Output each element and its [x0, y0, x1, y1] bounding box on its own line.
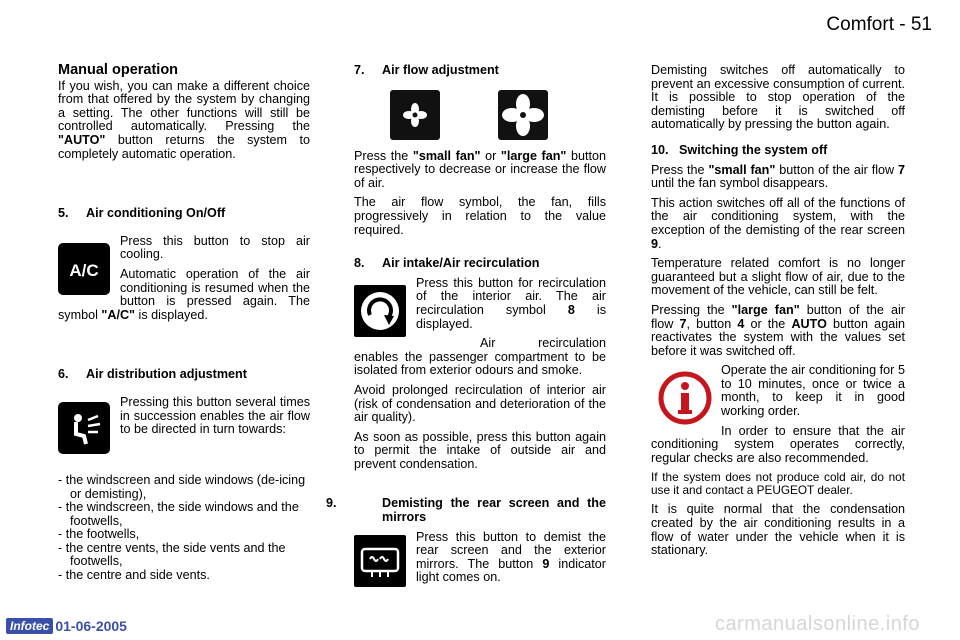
- fan-icons-row: [390, 90, 606, 140]
- list-item: - the windscreen, the side windows and the footwells,: [58, 500, 299, 528]
- s5-p2: Automatic operation of the air conditioning is resumed when the button is pressed again. The symbol "A/C" is displayed.: [58, 266, 310, 322]
- s8-p4: As soon as possible, press this button again to permit the intake of outside air and prevent condensation.: [354, 429, 606, 471]
- s10-p3: Temperature related comfort is no longer guaranteed but a slight flow of air, due to the movement of the vehicle, can still be felt.: [651, 256, 905, 298]
- ac-icon-label: A/C: [69, 260, 99, 280]
- infotec-badge: Infotec: [6, 618, 53, 634]
- rear-demist-icon: [354, 535, 406, 587]
- list-item: - the windscreen and side windows (de-icing or demisting),: [58, 472, 306, 501]
- footer: [6, 618, 127, 634]
- column-1: [58, 64, 310, 583]
- s6-p1: Pressing this button several times in succession enables the air flow to be directed in turn towards:: [120, 394, 310, 437]
- air-distribution-icon: [58, 402, 110, 454]
- list-item: - the footwells,: [58, 527, 140, 542]
- large-fan-icon: [498, 90, 548, 140]
- list-item: - the centre and side vents.: [58, 568, 210, 583]
- info-p1: Operate the air conditioning for 5 to 10 minutes, once or twice a month, to keep it in good working order.: [721, 363, 905, 419]
- section-title-manual-operation: Manual operation: [58, 62, 179, 78]
- s5-p1: Press this button to stop air cooling.: [120, 233, 310, 262]
- s9-p1: Press this button to demist the rear screen and the exterior mirrors. The button 9 indicator light comes on.: [416, 529, 606, 585]
- section-9-heading: 9. Demisting the rear screen and the mirrors: [326, 496, 606, 525]
- demisting-paragraph: Demisting switches off automatically to prevent an excessive consumption of current. It is possible to stop operation of the demisting before it is switched off automatically by pressing the button again.: [651, 63, 905, 132]
- s10-p2: This action switches off all of the functions of the air conditioning system, with the exception of the demisting of the rear screen 9.: [651, 195, 905, 251]
- ac-button-icon: [58, 243, 110, 295]
- print-date: 01-06-2005: [55, 618, 127, 634]
- s10-p4: Pressing the "large fan" button of the air flow 7, button 4 or the AUTO button again reactivates the system with the values set before it was switched off.: [651, 302, 905, 358]
- s8-p3: Avoid prolonged recirculation of interior air (risk of condensation and deterioration of the air quality).: [354, 382, 606, 425]
- column-3: [651, 64, 905, 564]
- column-2: [326, 63, 607, 591]
- info-icon: [657, 370, 713, 426]
- s7-p1: Press the "small fan" or "large fan" button respectively to decrease or increase the flow of air.: [354, 148, 607, 190]
- s7-p2: The air flow symbol, the fan, fills progressively in relation to the value required.: [354, 195, 606, 237]
- air-distribution-list: [58, 474, 310, 583]
- section-8-heading: 8. Air intake/Air recirculation: [354, 256, 540, 271]
- s8-p1: Press this button for recirculation of the interior air. The air recirculation symbol 8 is displayed.: [416, 275, 606, 331]
- s8-p2: Air recirculation enables the passenger compartment to be isolated from exterior odours and smoke.: [354, 336, 606, 378]
- section-6-heading: 6. Air distribution adjustment: [58, 367, 247, 382]
- s10-p1: Press the "small fan" button of the air flow 7 until the fan symbol disappears.: [651, 162, 905, 191]
- info-p4: It is quite normal that the condensation created by the air conditioning results in a flow of water under the vehicle when it is stationary.: [651, 502, 905, 558]
- info-p2: In order to ensure that the air conditioning system operates correctly, regular checks are also recommended.: [651, 423, 905, 465]
- small-fan-icon: [390, 90, 440, 140]
- info-p3: If the system does not produce cold air, do not use it and contact a PEUGEOT dealer.: [651, 470, 905, 498]
- list-item: - the centre vents, the side vents and the footwells,: [58, 540, 286, 569]
- recirculation-icon: [354, 285, 406, 337]
- section-7-heading: 7. Air flow adjustment: [354, 63, 499, 77]
- watermark: carmanualsonline.info: [714, 613, 920, 635]
- page-header: Comfort - 51: [826, 14, 932, 35]
- intro-paragraph: If you wish, you can make a different choice from that offered by the system by changing a setting. The other functions will still be controlled automatically. Pressing the "AUTO" button returns the system to completely automatic operation.: [58, 78, 310, 161]
- section-10-heading: 10. Switching the system off: [651, 142, 828, 157]
- section-5-heading: 5. Air conditioning On/Off: [58, 206, 226, 221]
